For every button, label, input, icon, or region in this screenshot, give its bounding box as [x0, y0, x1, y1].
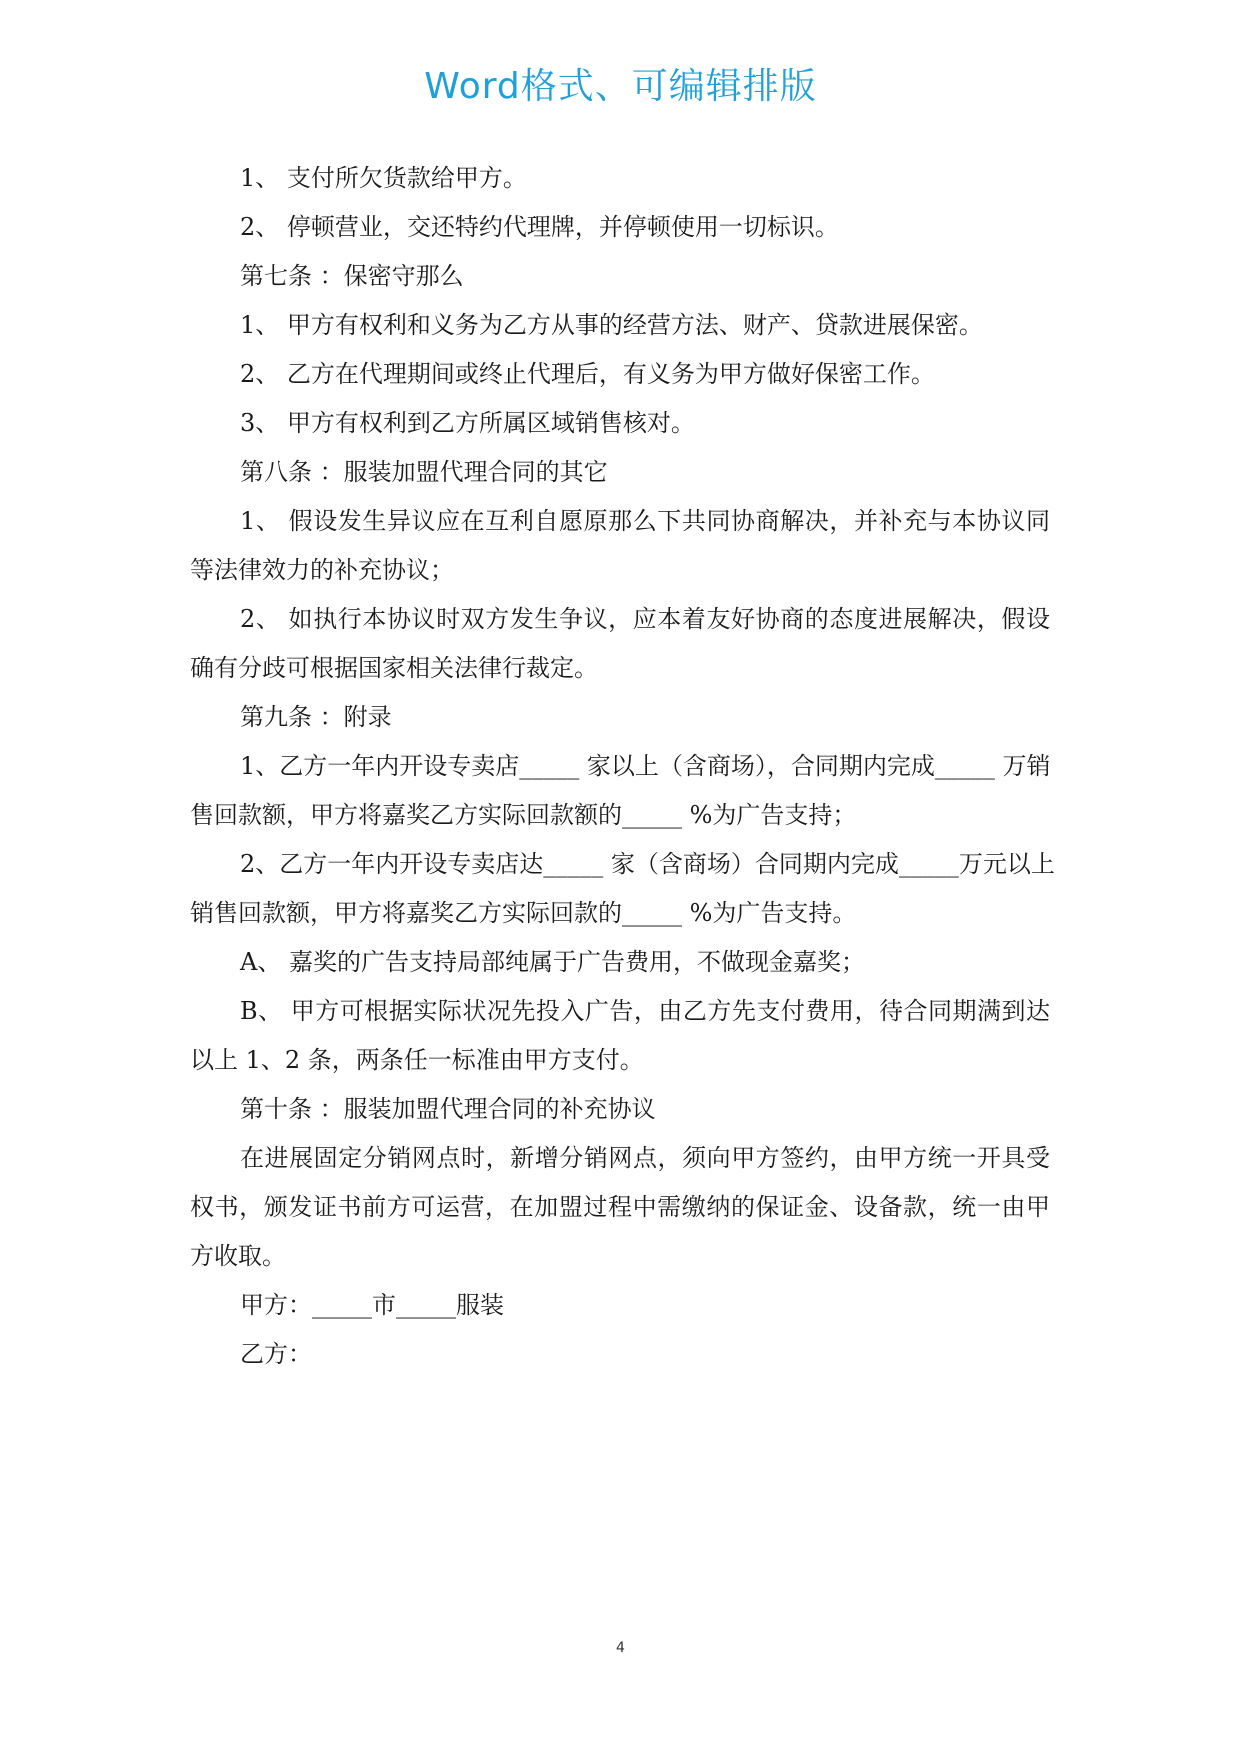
list-item-continuation: 销售回款额，甲方将嘉奖乙方实际回款的_____ %为广告支持。	[190, 899, 857, 927]
list-item: 3、 甲方有权利到乙方所属区域销售核对。	[240, 409, 695, 437]
article-heading: 第八条 ：服装加盟代理合同的其它	[240, 458, 608, 486]
list-item: B、 甲方可根据实际状况先投入广告，由乙方先支付费用，待合同期满到达	[240, 997, 1050, 1025]
article-heading: 第九条 ：附录	[240, 703, 392, 731]
list-item: 1、 甲方有权利和义务为乙方从事的经营方法、财产、贷款进展保密。	[240, 311, 983, 339]
party-b-signature-line: 乙方：	[240, 1340, 312, 1368]
list-item: 1、乙方一年内开设专卖店_____ 家以上（含商场），合同期内完成_____ 万销	[240, 752, 1051, 780]
document-header-title: Word格式、可编辑排版	[424, 66, 817, 107]
article-heading: 第七条 ：保密守那么	[240, 262, 464, 290]
list-item: A、 嘉奖的广告支持局部纯属于广告费用，不做现金嘉奖；	[240, 948, 865, 976]
list-item-continuation: 等法律效力的补充协议；	[190, 556, 454, 584]
list-item-continuation: 确有分歧可根据国家相关法律行裁定。	[190, 654, 598, 682]
paragraph-line: 权书，颁发证书前方可运营，在加盟过程中需缴纳的保证金、设备款，统一由甲	[190, 1193, 1050, 1221]
list-item-continuation: 以上 1、2 条，两条任一标准由甲方支付。	[190, 1046, 644, 1074]
document-body	[190, 154, 1055, 1379]
list-item: 1、 假设发生异议应在互利自愿原那么下共同协商解决，并补充与本协议同	[240, 507, 1050, 535]
page-number: 4	[616, 1640, 625, 1656]
party-a-signature-line: 甲方：_____市_____服装	[240, 1291, 504, 1319]
article-heading: 第十条 ：服装加盟代理合同的补充协议	[240, 1095, 656, 1123]
list-item: 2、 如执行本协议时双方发生争议，应本着友好协商的态度进展解决，假设	[240, 605, 1050, 633]
list-item: 1、 支付所欠货款给甲方。	[240, 164, 527, 192]
list-item: 2、乙方一年内开设专卖店达_____ 家（含商场）合同期内完成_____万元以上	[240, 850, 1055, 878]
list-item: 2、 停顿营业，交还特约代理牌，并停顿使用一切标识。	[240, 213, 839, 241]
paragraph-line: 在进展固定分销网点时，新增分销网点，须向甲方签约，由甲方统一开具受	[240, 1144, 1050, 1172]
list-item: 2、 乙方在代理期间或终止代理后，有义务为甲方做好保密工作。	[240, 360, 935, 388]
list-item-continuation: 售回款额，甲方将嘉奖乙方实际回款额的_____ %为广告支持；	[190, 801, 857, 829]
paragraph-line: 方收取。	[190, 1242, 286, 1270]
